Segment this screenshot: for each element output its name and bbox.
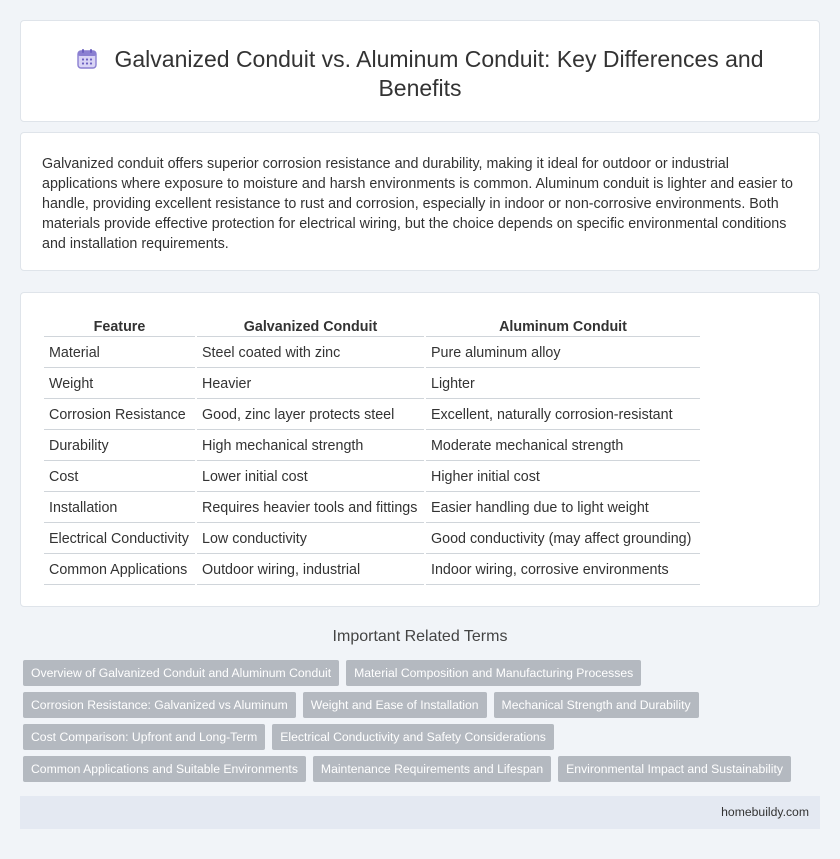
page-title <box>61 45 779 103</box>
tag-row <box>23 724 813 750</box>
related-terms-heading: Important Related Terms <box>332 628 508 645</box>
table-row <box>44 432 700 461</box>
cell-feature: Installation <box>44 494 195 523</box>
header-aluminum: Aluminum Conduit <box>426 318 700 337</box>
footer-site-link[interactable]: homebuildy.com <box>721 805 809 819</box>
comparison-table <box>42 316 702 587</box>
related-tag[interactable]: Weight and Ease of Installation <box>303 692 487 718</box>
cell-aluminum: Excellent, naturally corrosion-resistant <box>426 401 700 430</box>
table-header-row <box>44 318 700 337</box>
cell-aluminum: Indoor wiring, corrosive environments <box>426 556 700 585</box>
tag-row <box>23 692 813 718</box>
cell-feature: Cost <box>44 463 195 492</box>
cell-feature: Electrical Conductivity <box>44 525 195 554</box>
related-tag[interactable]: Cost Comparison: Upfront and Long-Term <box>23 724 265 750</box>
related-tag[interactable]: Mechanical Strength and Durability <box>494 692 699 718</box>
calendar-icon <box>76 48 98 70</box>
related-tag[interactable]: Material Composition and Manufacturing Processes <box>346 660 641 686</box>
footer <box>20 796 820 829</box>
cell-aluminum: Higher initial cost <box>426 463 700 492</box>
cell-feature: Corrosion Resistance <box>44 401 195 430</box>
cell-aluminum: Pure aluminum alloy <box>426 339 700 368</box>
header-galvanized: Galvanized Conduit <box>197 318 424 337</box>
cell-feature: Common Applications <box>44 556 195 585</box>
related-tag[interactable]: Electrical Conductivity and Safety Considerations <box>272 724 554 750</box>
comparison-card <box>20 292 820 607</box>
cell-feature: Weight <box>44 370 195 399</box>
cell-feature: Durability <box>44 432 195 461</box>
related-terms-list <box>23 660 813 788</box>
cell-galvanized: Requires heavier tools and fittings <box>197 494 424 523</box>
related-tag[interactable]: Environmental Impact and Sustainability <box>558 756 791 782</box>
related-tag[interactable]: Overview of Galvanized Conduit and Aluminum Conduit <box>23 660 339 686</box>
table-row <box>44 494 700 523</box>
tag-row <box>23 756 813 782</box>
cell-galvanized: Outdoor wiring, industrial <box>197 556 424 585</box>
table-row <box>44 401 700 430</box>
table-row <box>44 463 700 492</box>
cell-galvanized: Heavier <box>197 370 424 399</box>
table-row <box>44 339 700 368</box>
table-row <box>44 370 700 399</box>
cell-galvanized: Good, zinc layer protects steel <box>197 401 424 430</box>
intro-card <box>20 132 820 271</box>
cell-feature: Material <box>44 339 195 368</box>
related-tag[interactable]: Common Applications and Suitable Environments <box>23 756 306 782</box>
cell-galvanized: High mechanical strength <box>197 432 424 461</box>
intro-paragraph: Galvanized conduit offers superior corrosion resistance and durability, making it ideal for outdoor or industrial applications where exposure to moisture and harsh environments is common. Aluminum conduit is lighter and easier to handle, providing excellent resistance to rust and corrosion, especially in indoor or non-corrosive environments. Both materials provide effective protection for electrical wiring, but the choice depends on specific environmental conditions and installation requirements. <box>42 156 793 252</box>
cell-aluminum: Lighter <box>426 370 700 399</box>
related-tag[interactable]: Maintenance Requirements and Lifespan <box>313 756 551 782</box>
table-row <box>44 525 700 554</box>
cell-galvanized: Steel coated with zinc <box>197 339 424 368</box>
related-tag[interactable]: Corrosion Resistance: Galvanized vs Aluminum <box>23 692 296 718</box>
cell-galvanized: Lower initial cost <box>197 463 424 492</box>
table-row <box>44 556 700 585</box>
cell-aluminum: Good conductivity (may affect grounding) <box>426 525 700 554</box>
cell-aluminum: Moderate mechanical strength <box>426 432 700 461</box>
header-feature: Feature <box>44 318 195 337</box>
cell-galvanized: Low conductivity <box>197 525 424 554</box>
title-card <box>20 20 820 122</box>
page-title-text: Galvanized Conduit vs. Aluminum Conduit: Key Differences and Benefits <box>114 46 764 101</box>
tag-row <box>23 660 813 686</box>
cell-aluminum: Easier handling due to light weight <box>426 494 700 523</box>
